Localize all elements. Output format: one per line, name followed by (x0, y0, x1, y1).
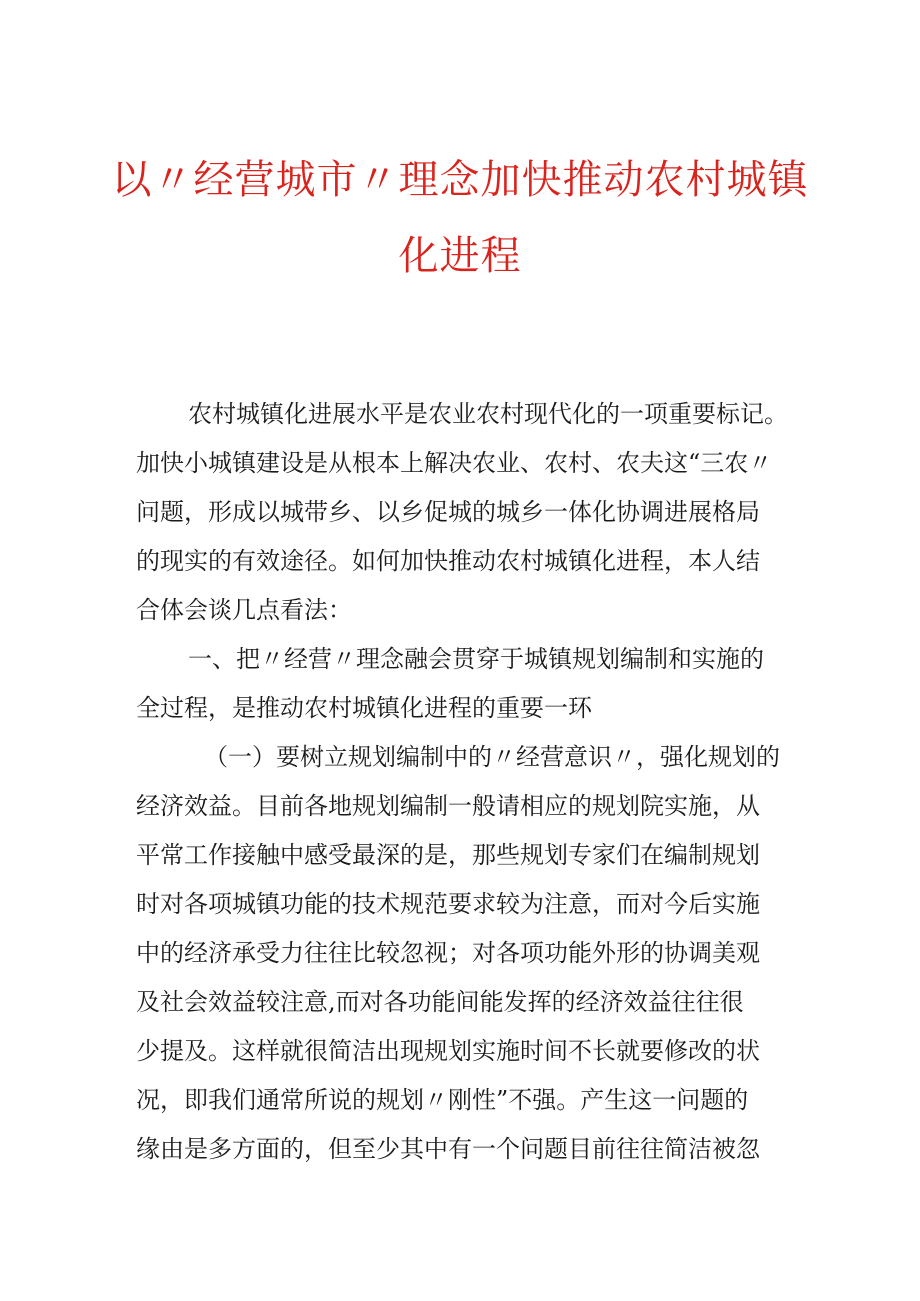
body-text-line: 经济效益。目前各地规划编制一般请相应的规划院实施，从 (136, 792, 760, 820)
body-text-line: 的现实的有效途径。如何加快推动农村城镇化进程，本人结 (136, 547, 760, 575)
document-title-line-2: 化进程 (398, 233, 522, 279)
body-text-line: 中的经济承受力往往比较忽视；对各项功能外形的协调美观 (136, 939, 760, 967)
body-text-line: （一）要树立规划编制中的〃经营意识〃，强化规划的 (204, 743, 780, 771)
body-text-line: 加快小城镇建设是从根本上解决农业、农村、农夫这“三农〃 (136, 449, 773, 477)
body-text-line: 平常工作接触中感受最深的是，那些规划专家们在编制规划 (136, 841, 760, 869)
body-text-line: 况，即我们通常所说的规划〃刚性”不强。产生这一问题的 (136, 1086, 749, 1114)
document-title-line-1: 以〃经营城市〃理念加快推动农村城镇 (111, 157, 809, 203)
section-heading-line: 一、把〃经营〃理念融会贯穿于城镇规划编制和实施的 (188, 645, 764, 673)
body-text-line: 及社会效益较注意,而对各功能间能发挥的经济效益往往很 (136, 988, 744, 1016)
body-text-line: 问题，形成以城带乡、以乡促城的城乡一体化协调进展格局 (136, 498, 760, 526)
section-heading-line: 全过程，是推动农村城镇化进程的重要一环 (136, 694, 592, 722)
body-text-line: 合体会谈几点看法： (136, 596, 352, 624)
body-text-line: 少提及。这样就很简洁出现规划实施时间不长就要修改的状 (136, 1037, 760, 1065)
body-text-line: 缘由是多方面的，但至少其中有一个问题目前往往简洁被忽 (136, 1135, 760, 1163)
body-text-line: 农村城镇化进展水平是农业农村现代化的一项重要标记。 (188, 400, 788, 428)
body-text-line: 时对各项城镇功能的技术规范要求较为注意，而对今后实施 (136, 890, 760, 918)
